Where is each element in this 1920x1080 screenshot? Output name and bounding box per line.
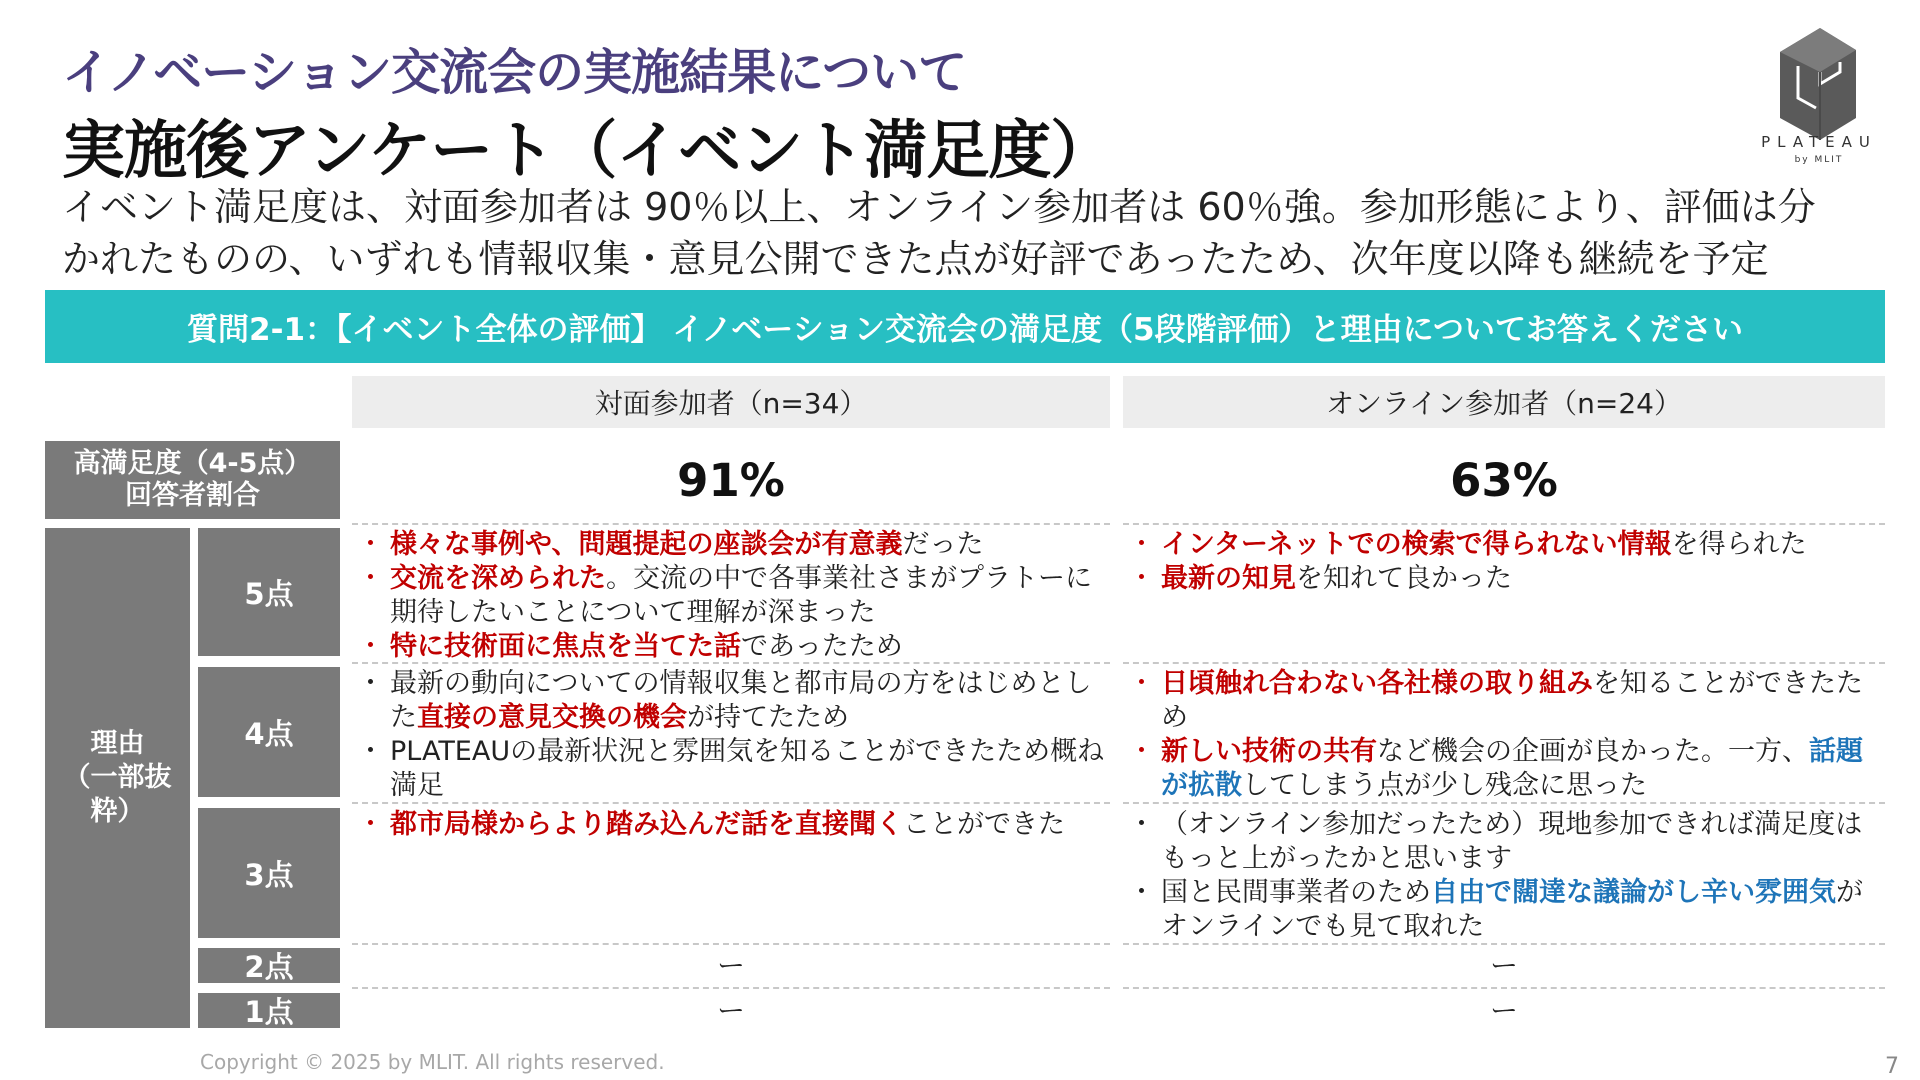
list-item: ・ 新しい技術の共有など機会の企画が良かった。一方、話題が拡散してしまう点が少し残念に思った [1128, 735, 1885, 803]
score-1-label: 1点 [198, 993, 340, 1028]
inperson-score3-reasons [357, 808, 1107, 842]
column-header-online: オンライン参加者（n=24） [1123, 376, 1885, 428]
online-score5-reasons [1128, 528, 1885, 596]
online-score2-empty: ー [1489, 949, 1518, 982]
inperson-score4-reasons [357, 667, 1107, 803]
list-item: ・ 日頃触れ合わない各社様の取り組みを知ることができたため [1128, 667, 1885, 735]
column-header-inperson: 対面参加者（n=34） [352, 376, 1110, 428]
page-number: 7 [1885, 1054, 1899, 1079]
logo-byline: by MLIT [1794, 155, 1844, 165]
list-item: ・ 都市局様からより踏み込んだ話を直接聞くことができた [357, 808, 1107, 842]
summary-text: イベント満足度は、対面参加者は 90％以上、オンライン参加者は 60％強。参加形態により、評価は分かれたものの、いずれも情報収集・意見公開できた点が好評であったため、次年度以降も継続を予定 [62, 185, 1816, 281]
score-5-label: 5点 [198, 528, 340, 656]
logo-wordmark: PLATEAU [1761, 133, 1877, 151]
online-score1-empty: ー [1489, 994, 1518, 1027]
list-item: ・ 国と民間事業者のため自由で闊達な議論がし辛い雰囲気がオンラインでも見て取れた [1128, 876, 1885, 944]
online-satisfaction-pct: 63% [1450, 453, 1558, 507]
reason-label [45, 528, 190, 1028]
copyright-notice: Copyright © 2025 by MLIT. All rights reserved. [200, 1050, 665, 1074]
list-item: ・ 交流を深められた。交流の中で各事業社さまがプラトーに期待したいことについて理解が深まった [357, 562, 1107, 630]
inperson-score5-reasons [357, 528, 1107, 664]
score-3-label: 3点 [198, 808, 340, 938]
page-subtitle: イノベーション交流会の実施結果について [62, 44, 967, 101]
ratio-row-label [45, 441, 340, 519]
reason-label-line2: （一部抜粋） [63, 762, 172, 827]
score-2-label: 2点 [198, 948, 340, 983]
list-item: ・ 最新の動向についての情報収集と都市局の方をはじめとした直接の意見交換の機会が持てたため [357, 667, 1107, 735]
inperson-score2-empty: ー [716, 949, 745, 982]
online-score3-reasons [1128, 808, 1885, 944]
page-title: 実施後アンケート（イベント満足度） [62, 114, 1113, 187]
list-item: ・ 最新の知見を知れて良かった [1128, 562, 1885, 596]
ratio-label-line2: 回答者割合 [125, 480, 260, 511]
question-banner: 質問2-1：【イベント全体の評価】 イノベーション交流会の満足度（5段階評価）と理由についてお答えください [45, 290, 1885, 363]
inperson-satisfaction-pct: 91% [677, 453, 785, 507]
list-item: ・ 特に技術面に焦点を当てた話であったため [357, 630, 1107, 664]
list-item: ・ 様々な事例や、問題提起の座談会が有意義だった [357, 528, 1107, 562]
list-item: ・ PLATEAUの最新状況と雰囲気を知ることができたため概ね満足 [357, 735, 1107, 803]
list-item: ・ （オンライン参加だったため）現地参加できれば満足度はもっと上がったかと思います [1128, 808, 1885, 876]
ratio-label-line1: 高満足度（4-5点） [73, 448, 312, 479]
list-item: ・ インターネットでの検索で得られない情報を得られた [1128, 528, 1885, 562]
online-score4-reasons [1128, 667, 1885, 803]
score-4-label: 4点 [198, 667, 340, 797]
reason-label-line1: 理由 [90, 728, 145, 759]
inperson-score1-empty: ー [716, 994, 745, 1027]
